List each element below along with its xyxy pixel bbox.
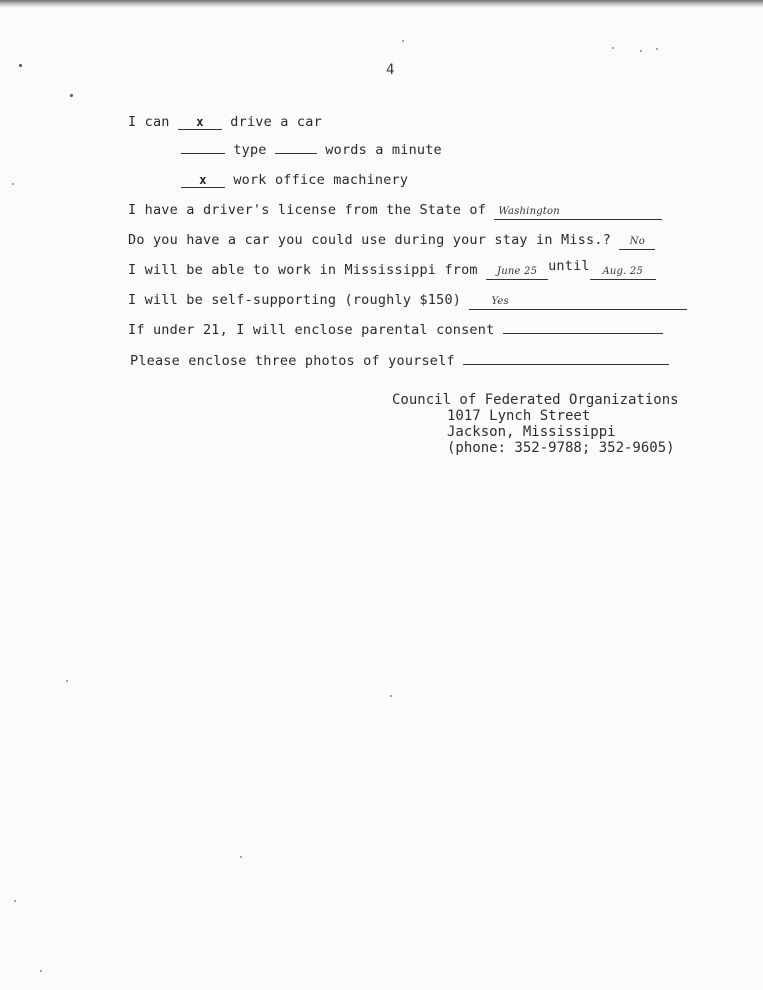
car-value: No [629,236,645,247]
machinery-label: work office machinery [233,172,409,188]
self-support-row [128,292,687,310]
car-row [128,232,655,250]
wpm-blank[interactable] [275,153,317,154]
type-blank[interactable] [181,153,225,154]
photos-label: Please enclose three photos of yourself [130,353,455,369]
license-row [128,202,662,220]
scan-speck [66,680,68,682]
car-field[interactable] [619,233,655,250]
car-label: Do you have a car you could use during your stay in Miss.? [128,232,612,248]
license-label: I have a driver's license from the State of [128,202,487,218]
scan-speck [640,50,642,52]
machinery-mark: x [199,173,207,187]
address-city: Jackson, Mississippi [447,424,616,440]
scan-speck [612,47,614,49]
consent-label: If under 21, I will enclose parental consent [128,322,495,338]
type-suffix: words a minute [325,142,442,158]
scan-speck [240,856,242,858]
consent-field[interactable] [503,333,663,334]
scan-speck [40,970,42,972]
drive-blank[interactable] [178,115,222,130]
machinery-blank[interactable] [181,173,225,188]
scan-speck [19,64,22,67]
scan-speck [14,900,16,902]
scan-speck [70,94,73,97]
skill-machinery-row [181,172,408,188]
self-support-value: Yes [491,296,509,307]
scan-speck [12,183,14,185]
address-org: Council of Federated Organizations [392,392,679,408]
scan-speck [402,40,404,42]
scan-edge [0,0,763,8]
skill-prefix: I can [128,114,170,130]
photos-field[interactable] [463,364,669,365]
drive-mark: x [196,115,204,129]
self-support-field[interactable] [469,293,687,310]
work-dates-row [128,258,656,280]
address-phone: (phone: 352-9788; 352-9605) [447,440,675,456]
license-field[interactable] [494,203,662,220]
page-number: 4 [386,62,395,78]
license-value: Washington [498,206,560,217]
work-dates-label: I will be able to work in Mississippi from [128,262,478,278]
from-field[interactable] [486,263,548,280]
until-field[interactable] [590,263,656,280]
consent-row [128,322,663,338]
type-label: type [233,142,267,158]
until-value: Aug. 25 [602,266,643,277]
address-street: 1017 Lynch Street [447,408,591,424]
skill-drive-row [128,114,322,130]
until-label: until [548,258,590,274]
address-block [392,392,679,456]
photos-row [130,353,669,369]
scan-speck [656,48,658,50]
drive-label: drive a car [230,114,322,130]
scan-speck [390,695,392,697]
self-support-label: I will be self-supporting (roughly $150) [128,292,462,308]
skill-type-row [181,142,442,158]
from-value: June 25 [497,266,538,277]
